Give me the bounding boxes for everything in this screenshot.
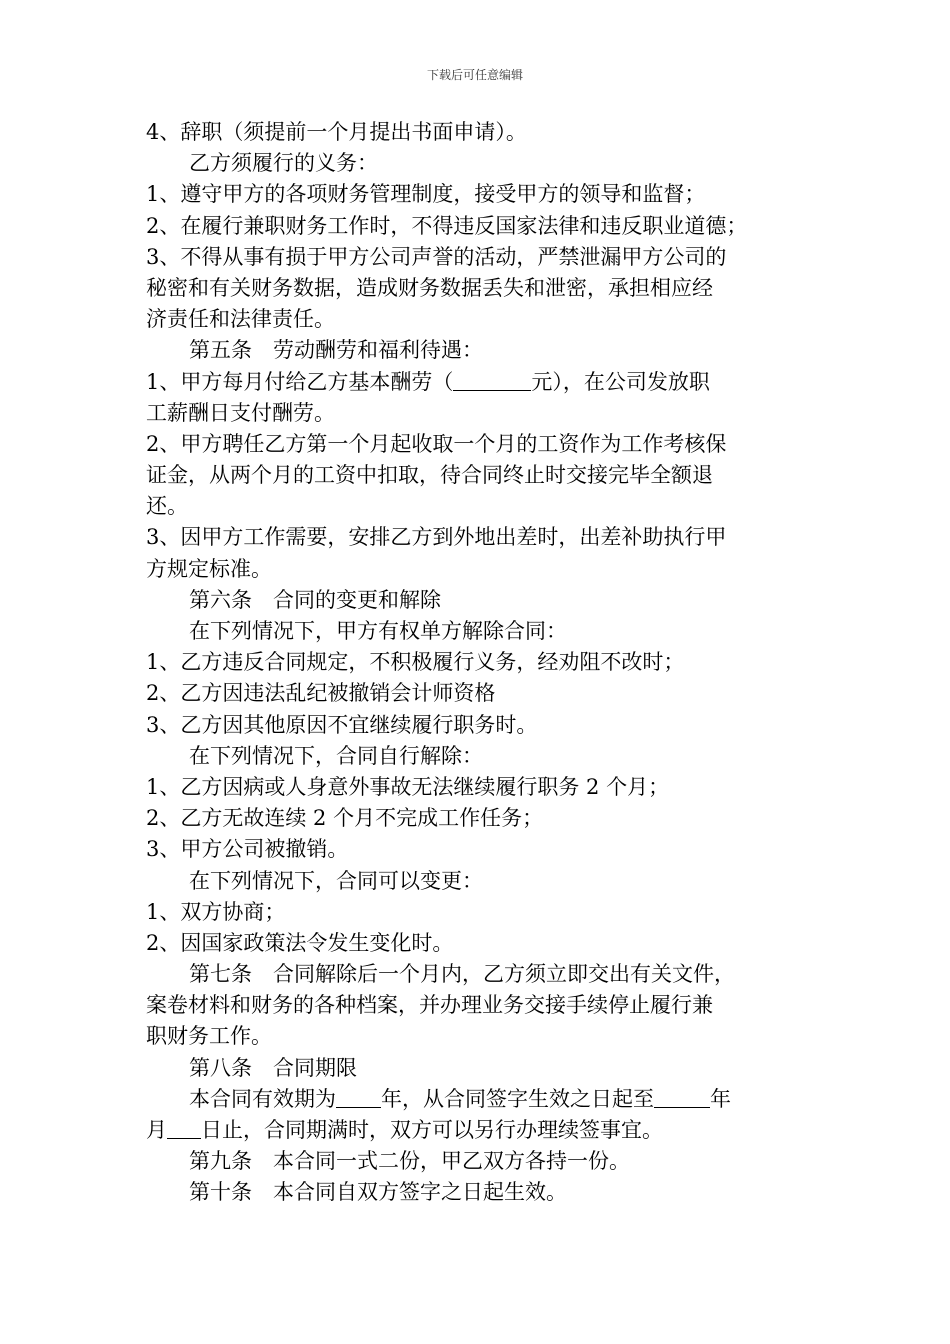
text-line-term [146, 1084, 826, 1115]
text-line: 方规定标准。 [146, 556, 272, 581]
section-subheading: 在下列情况下，甲方有权单方解除合同： [189, 619, 567, 643]
text-line: 2、乙方无故连续 2 个月不完成工作任务； [146, 806, 544, 831]
text-line: 济责任和法律责任。 [146, 307, 335, 332]
text-line: 案卷材料和财务的各种档案，并办理业务交接手续停止履行兼 [146, 993, 713, 1018]
section-subheading: 在下列情况下，合同可以变更： [189, 868, 483, 893]
text-fragment: 1、甲方每月付给乙方基本酬劳（ [146, 369, 454, 394]
text-line: 1、乙方违反合同规定，不积极履行义务，经劝阻不改时； [146, 650, 685, 675]
text-fragment: 元），在公司发放职 [531, 369, 710, 394]
end-day-blank [167, 1116, 201, 1139]
text-line: 2、乙方因违法乱纪被撤销会计师资格 [146, 681, 496, 706]
text-line: 职财务工作。 [146, 1024, 272, 1049]
text-line: 工薪酬日支付酬劳。 [146, 400, 335, 425]
text-line: 4、辞职（须提前一个月提出书面申请）。 [146, 120, 527, 144]
term-years-blank [336, 1085, 381, 1108]
text-line: 3、乙方因其他原因不宜继续履行职务时。 [146, 712, 538, 737]
article-heading-10: 第十条 本合同自双方签字之日起生效。 [189, 1180, 567, 1205]
text-line: 1、遵守甲方的各项财务管理制度，接受甲方的领导和监督； [146, 182, 706, 207]
text-line-salary [146, 367, 826, 398]
text-fragment: 年 [710, 1086, 731, 1111]
text-fragment: 年，从合同签字生效之日起至 [381, 1086, 654, 1111]
text-line: 3、因甲方工作需要，安排乙方到外地出差时，出差补助执行甲 [146, 525, 727, 550]
article-heading-8: 第八条 合同期限 [189, 1055, 357, 1080]
article-heading-9: 第九条 本合同一式二份，甲乙双方各持一份。 [189, 1149, 630, 1174]
article-heading-5: 第五条 劳动酬劳和福利待遇： [189, 338, 483, 363]
text-line: 2、因国家政策法令发生变化时。 [146, 930, 454, 955]
document-body [146, 117, 826, 1209]
text-line: 秘密和有关财务数据，造成财务数据丢失和泄密，承担相应经 [146, 275, 713, 300]
end-year-blank [654, 1085, 710, 1108]
text-line: 证金，从两个月的工资中扣取，待合同终止时交接完毕全额退 [146, 463, 713, 488]
text-fragment: 本合同有效期为 [189, 1086, 336, 1111]
text-line: 2、在履行兼职财务工作时，不得违反国家法律和违反职业道德； [146, 213, 748, 238]
text-line-term-end [146, 1115, 826, 1146]
text-line: 1、双方协商； [146, 899, 286, 924]
text-line: 2、甲方聘任乙方第一个月起收取一个月的工资作为工作考核保 [146, 431, 727, 456]
section-subheading: 在下列情况下，合同自行解除： [189, 743, 483, 768]
text-line: 还。 [146, 494, 188, 519]
page-header: 下载后可任意编辑 [426, 68, 523, 82]
text-line: 3、甲方公司被撤销。 [146, 837, 349, 862]
text-line: 1、乙方因病或人身意外事故无法继续履行职务 2 个月； [146, 774, 670, 799]
text-line: 3、不得从事有损于甲方公司声誉的活动，严禁泄漏甲方公司的 [146, 244, 727, 269]
section-subheading: 乙方须履行的义务： [189, 151, 378, 176]
article-heading-6: 第六条 合同的变更和解除 [189, 587, 441, 612]
article-heading-7: 第七条 合同解除后一个月内，乙方须立即交出有关文件， [189, 962, 735, 987]
salary-amount-blank [453, 368, 531, 391]
text-fragment: 月 [146, 1118, 167, 1142]
text-fragment: 日止，合同期满时，双方可以另行办理续签事宜。 [201, 1118, 663, 1142]
